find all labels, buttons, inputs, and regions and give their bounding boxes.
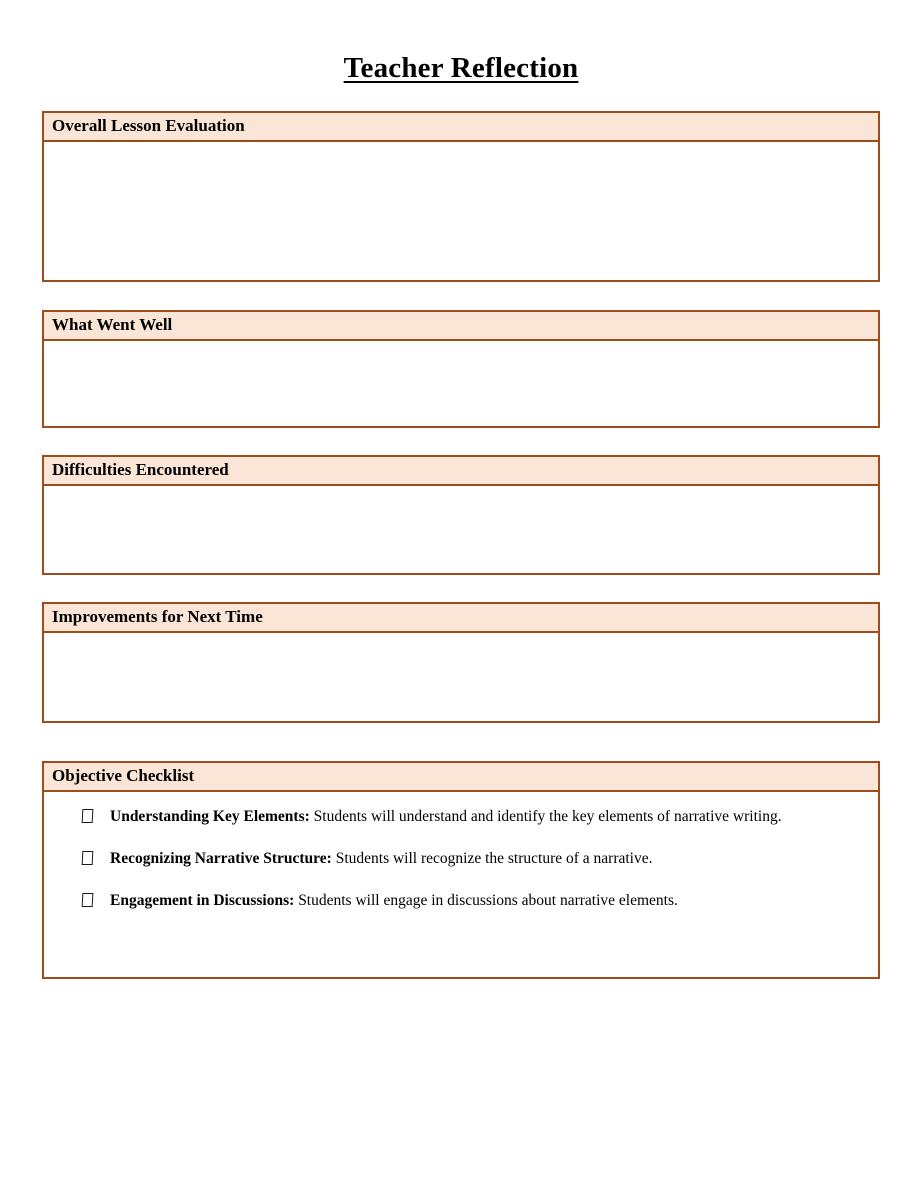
section-improvements-for-next-time [42,602,880,723]
empty-checkbox-icon [82,851,94,865]
section-body-objective-checklist [44,792,878,977]
checklist-item-label: Recognizing Narrative Structure: [110,850,332,867]
checklist-item-label: Understanding Key Elements: [110,808,310,825]
checklist-item-understanding-key-elements [82,806,858,827]
section-what-went-well [42,310,880,428]
section-objective-checklist [42,761,880,979]
empty-checkbox-icon [82,809,94,823]
section-gap [0,723,922,761]
checklist-item-text [110,806,782,827]
section-body-overall-lesson-evaluation [44,142,878,280]
checklist-item-engagement-in-discussions [82,890,858,911]
section-difficulties-encountered [42,455,880,575]
page-title: Teacher Reflection [343,52,579,84]
checklist-item-description: Students will recognize the structure of a narrative. [331,850,653,867]
section-header-difficulties-encountered: Difficulties Encountered [44,457,878,486]
section-overall-lesson-evaluation [42,111,880,282]
checklist-item-description: Students will understand and identify the key elements of narrative writing. [309,808,782,825]
section-header-overall-lesson-evaluation: Overall Lesson Evaluation [44,113,878,142]
section-gap [0,575,922,602]
section-header-improvements-for-next-time: Improvements for Next Time [44,604,878,633]
section-gap [0,428,922,455]
section-body-difficulties-encountered [44,486,878,573]
section-header-objective-checklist: Objective Checklist [44,763,878,792]
section-gap [0,282,922,310]
checklist-item-text [110,890,678,911]
checklist-item-description: Students will engage in discussions about narrative elements. [294,892,678,909]
checklist-item-text [110,848,652,869]
checklist-item-recognizing-narrative-structure [82,848,858,869]
empty-checkbox-icon [82,893,94,907]
section-body-what-went-well [44,341,878,426]
checklist-item-label: Engagement in Discussions: [110,892,295,909]
section-body-improvements-for-next-time [44,633,878,721]
section-header-what-went-well: What Went Well [44,312,878,341]
